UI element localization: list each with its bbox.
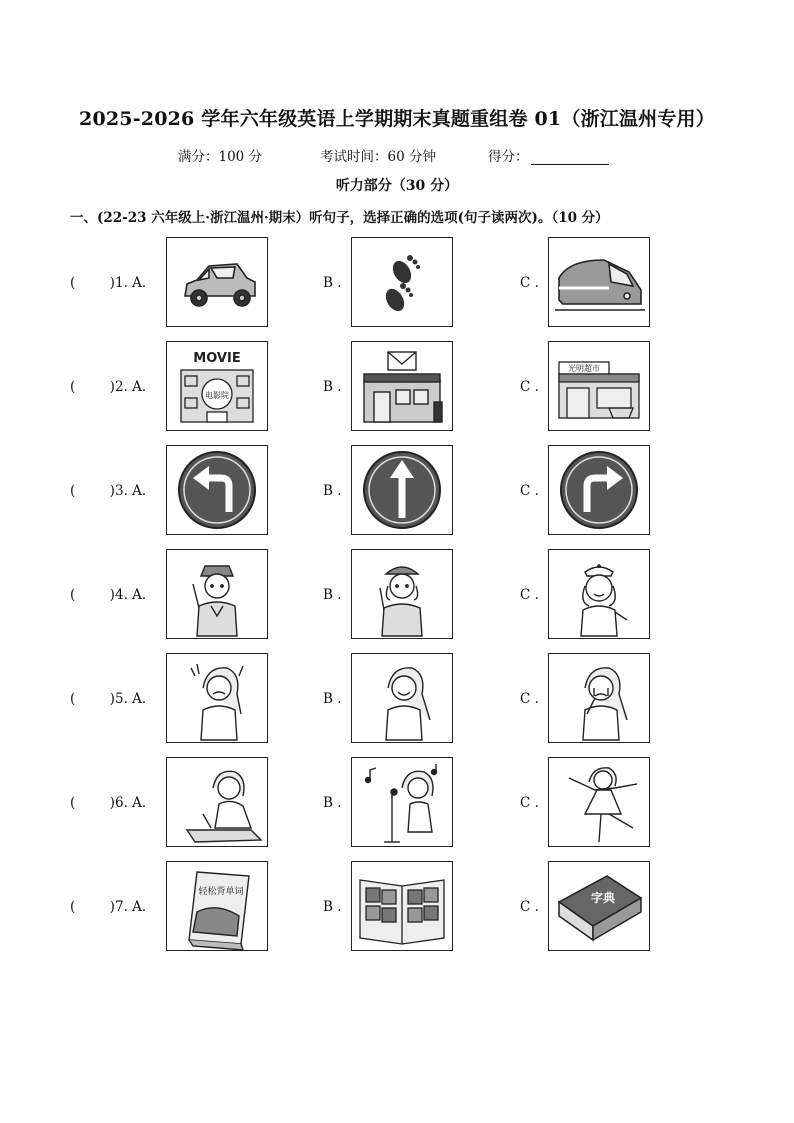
dictionary-text: 字典 bbox=[590, 891, 616, 905]
question-row-7 bbox=[0, 861, 794, 955]
section-title: 听力部分（30 分） bbox=[335, 178, 459, 194]
option-a-writing-girl-picture[interactable] bbox=[166, 757, 268, 847]
shop-text: 光明超市 bbox=[568, 364, 600, 373]
answer-blank[interactable]: ( ) bbox=[70, 587, 115, 603]
answer-blank[interactable]: ( ) bbox=[70, 275, 115, 291]
full-score: 满分：100 分 bbox=[178, 149, 263, 165]
question-row-5 bbox=[0, 653, 794, 747]
option-b-label: B . bbox=[323, 587, 342, 603]
option-c-label: C . bbox=[520, 379, 539, 395]
question-number: 7. A. bbox=[115, 899, 147, 915]
option-b-label: B . bbox=[323, 483, 342, 499]
option-a-cinema-picture[interactable] bbox=[166, 341, 268, 431]
option-a-word-book-picture[interactable] bbox=[166, 861, 268, 951]
question-number: 5. A. bbox=[115, 691, 147, 707]
answer-blank[interactable]: ( ) bbox=[70, 795, 115, 811]
option-c-dictionary-picture[interactable] bbox=[548, 861, 650, 951]
answer-blank[interactable]: ( ) bbox=[70, 379, 115, 395]
question-number: 4. A. bbox=[115, 587, 147, 603]
option-b-label: B . bbox=[323, 795, 342, 811]
option-b-go-straight-sign[interactable] bbox=[351, 445, 453, 535]
score-field bbox=[488, 145, 609, 165]
answer-blank[interactable]: ( ) bbox=[70, 691, 115, 707]
option-b-singing-girl-picture[interactable] bbox=[351, 757, 453, 847]
option-a-angry-girl-picture[interactable] bbox=[166, 653, 268, 743]
option-b-label: B . bbox=[323, 379, 342, 395]
option-c-label: C . bbox=[520, 691, 539, 707]
answer-blank[interactable]: ( ) bbox=[70, 483, 115, 499]
question-number: 1. A. bbox=[115, 275, 147, 291]
question-row-1 bbox=[0, 237, 794, 331]
question-row-3 bbox=[0, 445, 794, 539]
movie-text: MOVIE bbox=[193, 351, 241, 366]
answer-blank[interactable]: ( ) bbox=[70, 899, 115, 915]
option-b-label: B . bbox=[323, 691, 342, 707]
question-number: 3. A. bbox=[115, 483, 147, 499]
option-c-label: C . bbox=[520, 483, 539, 499]
option-a-turn-left-sign[interactable] bbox=[166, 445, 268, 535]
question-number: 6. A. bbox=[115, 795, 147, 811]
option-c-train-picture[interactable] bbox=[548, 237, 650, 327]
option-c-turn-right-sign[interactable] bbox=[548, 445, 650, 535]
question-instruction: 一、(22-23 六年级上·浙江温州·期末）听句子，选择正确的选项(句子读两次)。（10 分） bbox=[70, 210, 609, 226]
cinema-text: 电影院 bbox=[205, 391, 229, 400]
question-row-4 bbox=[0, 549, 794, 643]
question-row-2 bbox=[0, 341, 794, 435]
book-cover-text: 轻松背单词 bbox=[198, 887, 244, 897]
option-b-label: B . bbox=[323, 275, 342, 291]
option-c-label: C . bbox=[520, 275, 539, 291]
question-row-6 bbox=[0, 757, 794, 851]
option-a-policeman-picture[interactable] bbox=[166, 549, 268, 639]
page-title: 2025-2026 学年六年级英语上学期期末真题重组卷 01（浙江温州专用） bbox=[79, 108, 715, 130]
score-label: 得分： bbox=[488, 149, 529, 165]
option-c-supermarket-picture[interactable] bbox=[548, 341, 650, 431]
question-number: 2. A. bbox=[115, 379, 147, 395]
option-c-label: C . bbox=[520, 587, 539, 603]
exam-time: 考试时间：60 分钟 bbox=[320, 149, 436, 165]
option-c-dancing-girl-picture[interactable] bbox=[548, 757, 650, 847]
option-c-label: C . bbox=[520, 899, 539, 915]
option-b-footprints-picture[interactable] bbox=[351, 237, 453, 327]
option-b-happy-girl-picture[interactable] bbox=[351, 653, 453, 743]
option-c-crying-girl-picture[interactable] bbox=[548, 653, 650, 743]
option-b-policewoman-picture[interactable] bbox=[351, 549, 453, 639]
option-b-label: B . bbox=[323, 899, 342, 915]
score-blank[interactable] bbox=[531, 151, 609, 165]
option-b-post-office-picture[interactable] bbox=[351, 341, 453, 431]
option-a-car-picture[interactable] bbox=[166, 237, 268, 327]
option-b-comic-book-picture[interactable] bbox=[351, 861, 453, 951]
option-c-label: C . bbox=[520, 795, 539, 811]
option-c-nurse-picture[interactable] bbox=[548, 549, 650, 639]
